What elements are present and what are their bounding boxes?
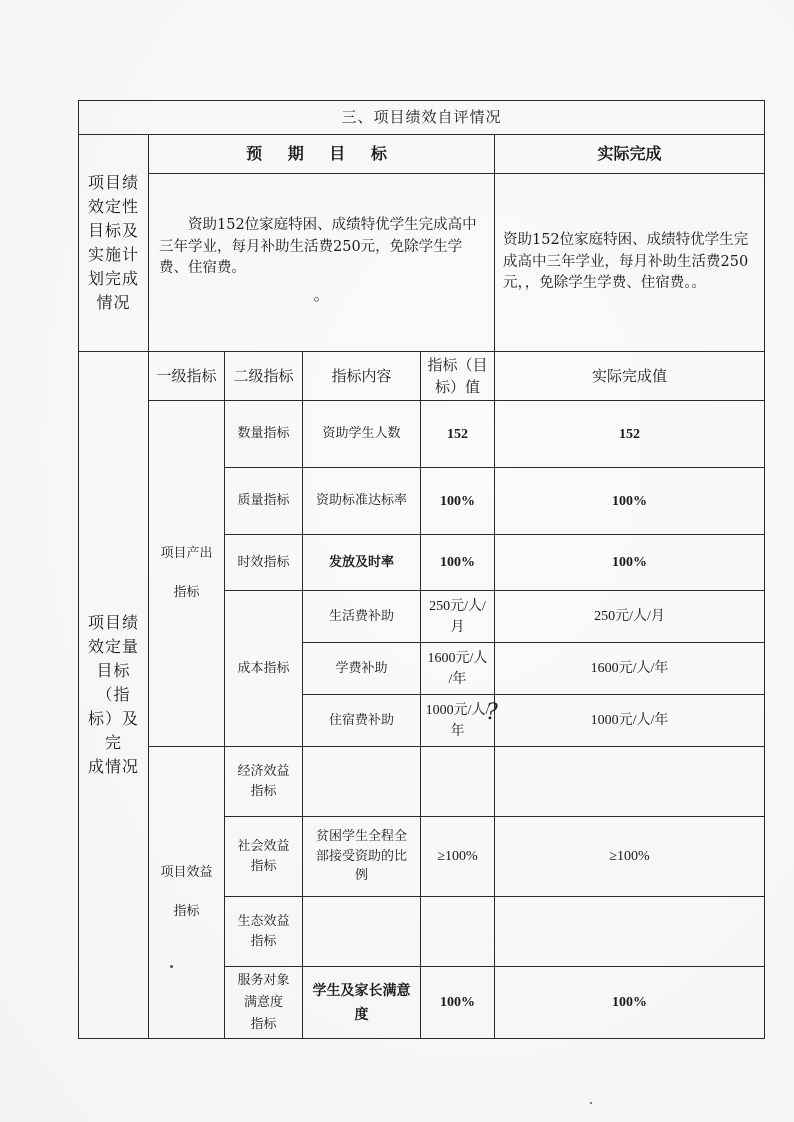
economic-content: [303, 747, 421, 817]
economic-actual: [495, 747, 765, 817]
tuition-subsidy-target: 1600元/人 /年: [421, 643, 495, 695]
quantity-content: 资助学生人数: [303, 401, 421, 468]
tuition-subsidy-actual: 1600元/人/年: [495, 643, 765, 695]
expected-goal-header: 预 期 目 标: [149, 135, 495, 174]
qualitative-row-label: 项目绩 效定性 目标及 实施计 划完成 情况: [79, 135, 149, 352]
target-header: 指标（目 标）值: [421, 352, 495, 401]
timeliness-target: 100%: [421, 535, 495, 591]
quantity-indicator: 数量指标: [225, 401, 303, 468]
ecological-actual: [495, 897, 765, 967]
content-header: 指标内容: [303, 352, 421, 401]
performance-table: [78, 100, 765, 1039]
scan-speck: [590, 1102, 592, 1104]
social-actual: ≥100%: [495, 817, 765, 897]
tuition-subsidy-content: 学费补助: [303, 643, 421, 695]
timeliness-indicator: 时效指标: [225, 535, 303, 591]
cost-indicator: 成本指标: [225, 591, 303, 747]
scan-speck: [170, 965, 173, 968]
level2-header: 二级指标: [225, 352, 303, 401]
satisfaction-actual: 100%: [495, 967, 765, 1039]
quantitative-row-label: 项目绩 效定量 目标（指 标）及完 成情况: [79, 352, 149, 1039]
social-content: 贫困学生全程全 部接受资助的比 例: [303, 817, 421, 897]
quality-actual: 100%: [495, 468, 765, 535]
dorm-subsidy-actual: 1000元/人/年: [495, 695, 765, 747]
level1-header: 一级指标: [149, 352, 225, 401]
handwritten-question-mark: ?: [486, 700, 498, 725]
expected-goal-cell: [149, 174, 495, 352]
social-indicator: 社会效益 指标: [225, 817, 303, 897]
living-subsidy-content: 生活费补助: [303, 591, 421, 643]
quality-target: 100%: [421, 468, 495, 535]
actual-value-header: 实际完成值: [495, 352, 765, 401]
quantity-actual: 152: [495, 401, 765, 468]
living-subsidy-actual: 250元/人/月: [495, 591, 765, 643]
living-subsidy-target: 250元/人/ 月: [421, 591, 495, 643]
expected-goal-dot: 。: [313, 285, 330, 305]
timeliness-actual: 100%: [495, 535, 765, 591]
dorm-subsidy-content: 住宿费补助: [303, 695, 421, 747]
quality-content: 资助标准达标率: [303, 468, 421, 535]
dorm-subsidy-target: 1000元/人/ 年: [421, 695, 495, 747]
ecological-target: [421, 897, 495, 967]
actual-completion-header: 实际完成: [495, 135, 765, 174]
satisfaction-indicator: 服务对象 满意度 指标: [225, 967, 303, 1039]
economic-indicator: 经济效益 指标: [225, 747, 303, 817]
output-group-label: 项目产出 指标: [149, 401, 225, 747]
satisfaction-content: 学生及家长满意 度: [303, 967, 421, 1039]
section-title: 三、项目绩效自评情况: [79, 101, 765, 135]
economic-target: [421, 747, 495, 817]
expected-goal-text: 资助152位家庭特困、成绩特优学生完成高中三年学业，每月补助生活费250元，免除学生学费、住宿费。: [159, 216, 477, 277]
timeliness-content: 发放及时率: [303, 535, 421, 591]
satisfaction-target: 100%: [421, 967, 495, 1039]
ecological-content: [303, 897, 421, 967]
benefit-group-label: 项目效益 指标: [149, 747, 225, 1039]
actual-completion-text: 资助152位家庭特困、成绩特优学生完成高中三年学业，每月补助生活费250元，，免除学生学费、住宿费。。: [495, 174, 765, 352]
ecological-indicator: 生态效益 指标: [225, 897, 303, 967]
quantity-target: 152: [421, 401, 495, 468]
social-target: ≥100%: [421, 817, 495, 897]
quality-indicator: 质量指标: [225, 468, 303, 535]
